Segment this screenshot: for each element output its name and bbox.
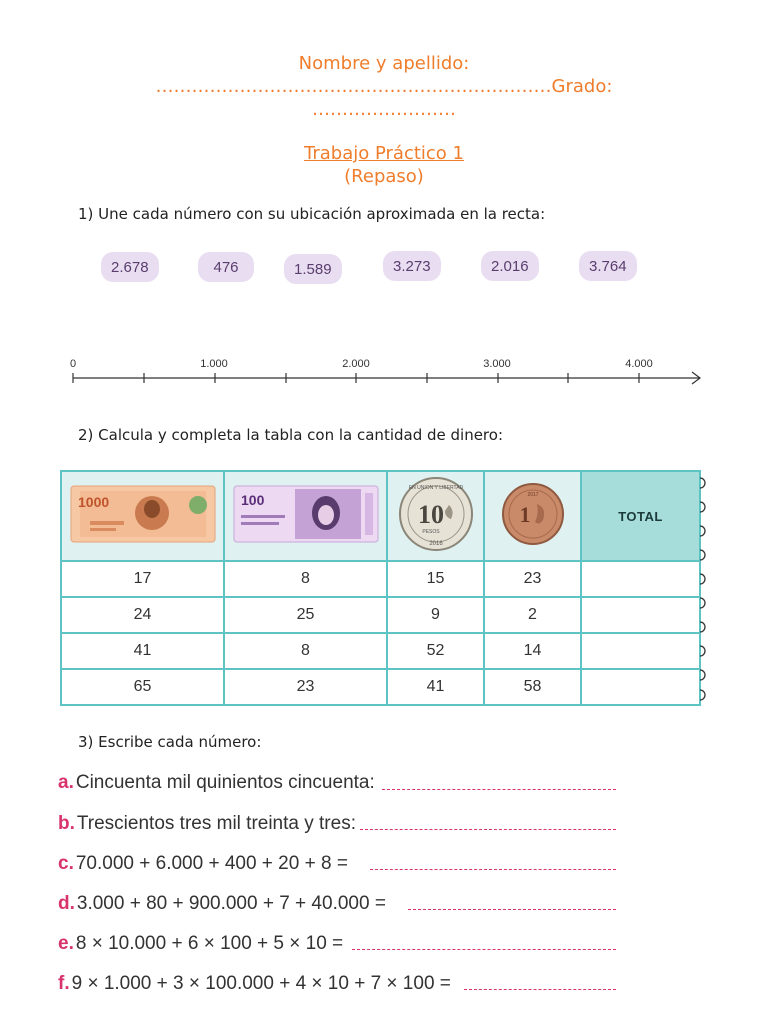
exercise-e (58, 933, 343, 955)
bill-1000-icon (70, 485, 216, 543)
total-header: TOTAL (581, 471, 700, 561)
exercise-text: 3.000 + 80 + 900.000 + 7 + 40.000 = (76, 893, 386, 914)
exercise-letter: c. (58, 853, 74, 874)
exercise-letter: a. (58, 772, 74, 793)
number-chip-5[interactable]: 2.016 (481, 251, 539, 281)
svg-text:EN UNION Y LIBERTAD: EN UNION Y LIBERTAD (408, 484, 463, 491)
total-answer-cell[interactable] (581, 597, 700, 633)
cell-coin-1: 14 (484, 633, 581, 669)
total-answer-cell[interactable] (581, 633, 700, 669)
cell-coin-10: 15 (387, 561, 484, 597)
axis-label-3000: 3.000 (483, 358, 511, 370)
exercise-c (58, 853, 348, 875)
total-answer-cell[interactable] (581, 669, 700, 705)
number-chip-6[interactable]: 3.764 (579, 251, 637, 281)
exercise-letter: f. (58, 973, 70, 994)
table-row (61, 597, 700, 633)
exercise-letter: b. (58, 813, 75, 834)
exercise-b (58, 813, 356, 835)
name-grade-header (0, 52, 768, 121)
answer-line-b[interactable] (360, 829, 616, 830)
table-row (61, 633, 700, 669)
answer-line-c[interactable] (370, 869, 616, 870)
grade-blank[interactable]: …………………… (312, 99, 456, 120)
number-line[interactable] (60, 368, 710, 388)
svg-text:100: 100 (240, 491, 264, 508)
cell-coin-1: 23 (484, 561, 581, 597)
number-chip-3[interactable]: 1.589 (284, 254, 342, 284)
svg-text:1: 1 (519, 501, 530, 527)
axis-label-2000: 2.000 (342, 358, 370, 370)
exercise-text: 9 × 1.000 + 3 × 100.000 + 4 × 10 + 7 × 100 = (71, 973, 451, 994)
exercise-text: Trescientos tres mil treinta y tres: (76, 813, 356, 834)
spiral-binding-icon (698, 472, 710, 704)
number-chip-4[interactable]: 3.273 (383, 251, 441, 281)
coin-1-cell (484, 471, 581, 561)
cell-bill-100: 25 (224, 597, 387, 633)
exercise-a (58, 772, 375, 794)
cell-bill-1000: 17 (61, 561, 224, 597)
answer-line-e[interactable] (352, 949, 616, 950)
coin-10-cell (387, 471, 484, 561)
axis-label-1000: 1.000 (200, 358, 228, 370)
cell-bill-1000: 24 (61, 597, 224, 633)
number-chip-2[interactable]: 476 (198, 252, 254, 282)
svg-text:2016: 2016 (428, 540, 443, 547)
exercise-text: 8 × 10.000 + 6 × 100 + 5 × 10 = (75, 933, 344, 954)
money-table (60, 470, 701, 706)
cell-bill-100: 8 (224, 561, 387, 597)
svg-text:10: 10 (417, 499, 444, 529)
table-row (61, 669, 700, 705)
question-1-prompt: 1) Une cada número con su ubicación aproximada en la recta: (78, 205, 546, 223)
coin-1-icon (501, 482, 565, 546)
exercise-f (58, 973, 451, 995)
axis-label-4000: 4.000 (625, 358, 653, 370)
exercise-text: 70.000 + 6.000 + 400 + 20 + 8 = (75, 853, 348, 874)
question-2-prompt: 2) Calcula y completa la tabla con la cantidad de dinero: (78, 426, 504, 444)
exercise-letter: d. (58, 893, 75, 914)
exercise-letter: e. (58, 933, 74, 954)
bill-100-icon (233, 485, 379, 543)
cell-bill-1000: 65 (61, 669, 224, 705)
answer-line-a[interactable] (382, 789, 616, 790)
page-subtitle: (Repaso) (344, 166, 424, 187)
cell-bill-100: 8 (224, 633, 387, 669)
grade-label: Grado: (551, 76, 613, 97)
name-label: Nombre y apellido: (298, 53, 470, 74)
svg-text:PESOS: PESOS (421, 528, 440, 535)
coin-10-icon (397, 475, 475, 553)
bill-100-cell (224, 471, 387, 561)
exercise-d (58, 893, 386, 915)
total-answer-cell[interactable] (581, 561, 700, 597)
svg-text:1000: 1000 (77, 493, 109, 510)
svg-text:2017: 2017 (526, 491, 539, 498)
exercise-text: Cincuenta mil quinientos cincuenta: (75, 772, 375, 793)
cell-coin-1: 2 (484, 597, 581, 633)
page-title: Trabajo Práctico 1 (304, 143, 464, 164)
cell-coin-1: 58 (484, 669, 581, 705)
table-header-row (61, 471, 700, 561)
axis-label-0: 0 (69, 358, 77, 370)
answer-line-d[interactable] (408, 909, 616, 910)
cell-coin-10: 9 (387, 597, 484, 633)
cell-coin-10: 52 (387, 633, 484, 669)
question-3-prompt: 3) Escribe cada número: (78, 733, 262, 751)
table-row (61, 561, 700, 597)
cell-coin-10: 41 (387, 669, 484, 705)
bill-1000-cell (61, 471, 224, 561)
cell-bill-1000: 41 (61, 633, 224, 669)
number-chip-1[interactable]: 2.678 (101, 252, 159, 282)
title-block (0, 142, 768, 188)
cell-bill-100: 23 (224, 669, 387, 705)
answer-line-f[interactable] (464, 989, 616, 990)
name-blank[interactable]: ………………………………………………………… (155, 76, 552, 97)
